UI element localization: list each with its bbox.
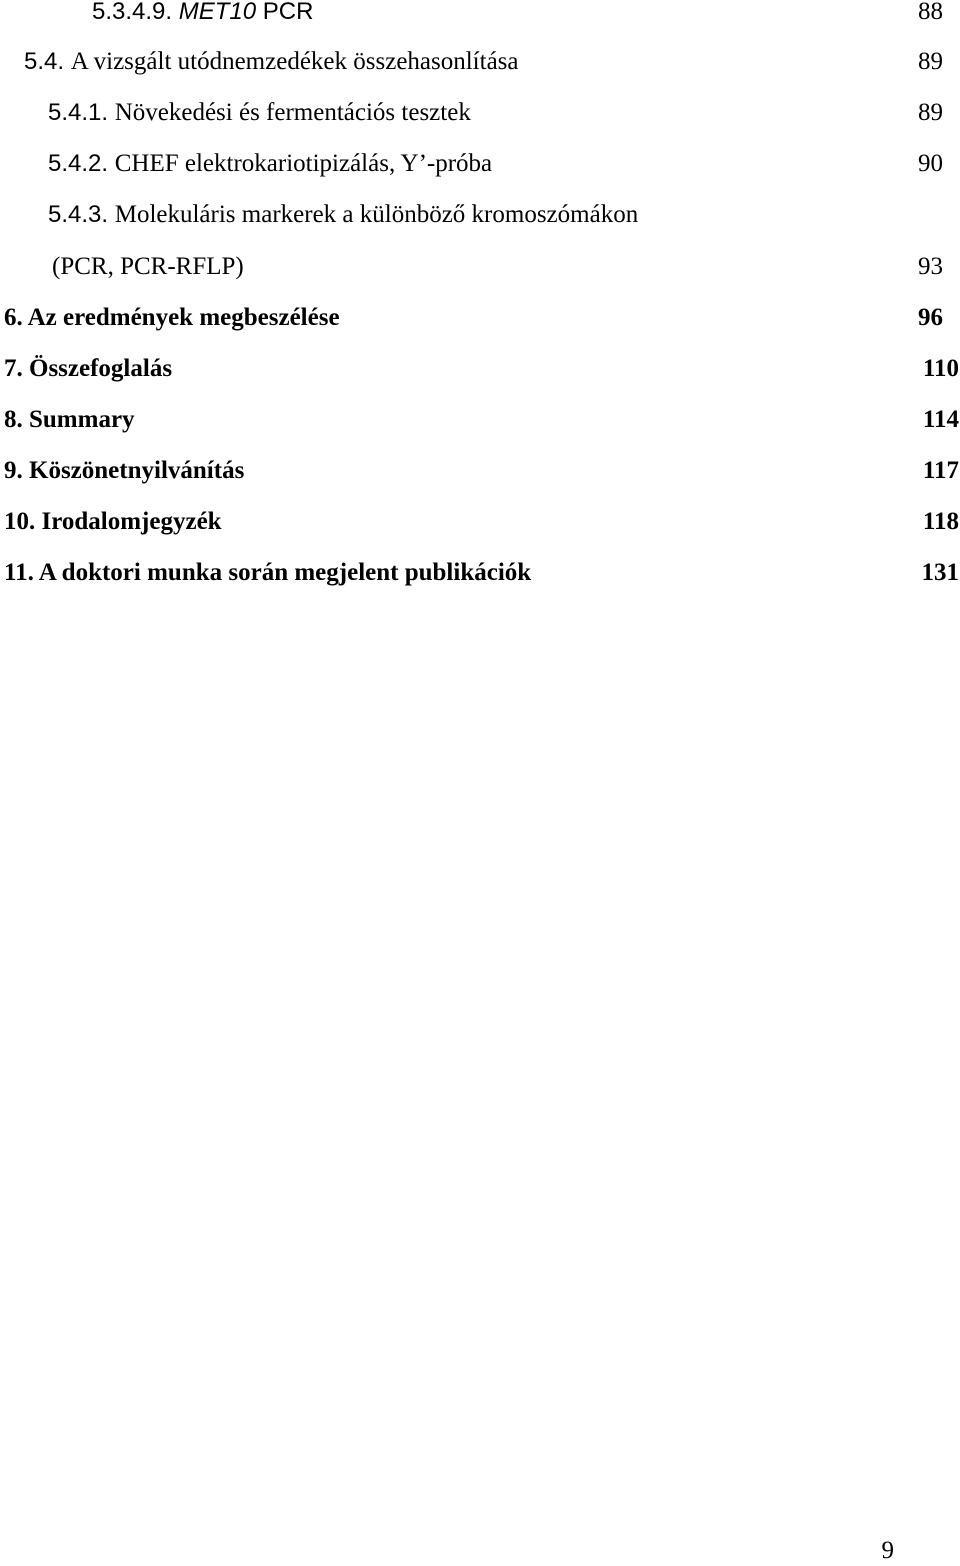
toc-entry-title: Molekuláris markerek a különböző kromoszómákon [114, 201, 639, 228]
toc-entry-number: 5.4. [24, 48, 71, 75]
toc-entry-5-4-3-continuation [52, 252, 244, 282]
toc-entry-5-4-1 [48, 98, 471, 128]
toc-entry-title: CHEF elektrokariotipizálás, Y’-próba [114, 150, 493, 177]
toc-entry-gene-name: MET10 [178, 0, 257, 25]
toc-page-number: 90 [918, 150, 943, 177]
toc-entry-5-3-4-9 [92, 0, 313, 27]
toc-entry-number: 5.4.3. [48, 201, 115, 228]
toc-entry-number: 5.4.1. [48, 99, 115, 126]
toc-page-number: 114 [922, 406, 959, 433]
toc-chapter-9 [4, 456, 244, 486]
toc-chapter-title: 8. Summary [4, 406, 135, 433]
toc-chapter-10 [4, 507, 222, 537]
toc-entry-title: (PCR, PCR-RFLP) [52, 253, 244, 280]
toc-page-number: 88 [918, 0, 943, 25]
toc-chapter-8 [4, 405, 135, 435]
toc-page-number: 93 [918, 253, 943, 280]
toc-chapter-title: 10. Irodalomjegyzék [4, 508, 222, 535]
toc-entry-title: PCR [256, 0, 314, 25]
toc-page-number: 110 [922, 355, 959, 382]
toc-chapter-title: 9. Köszönetnyilvánítás [4, 457, 245, 484]
toc-entry-5-4-2 [48, 149, 492, 179]
toc-page-number: 89 [918, 99, 943, 126]
toc-page-number: 117 [922, 457, 959, 484]
toc-chapter-11 [4, 558, 531, 588]
toc-page-number: 118 [922, 508, 959, 535]
toc-entry-5-4-3 [48, 200, 638, 230]
toc-entry-5-4 [24, 47, 519, 77]
toc-entry-title: A vizsgált utódnemzedékek összehasonlítása [70, 48, 519, 75]
toc-page-number: 131 [921, 559, 959, 586]
toc-chapter-title: 6. Az eredmények megbeszélése [4, 304, 340, 331]
toc-entry-title: Növekedési és fermentációs tesztek [114, 99, 471, 126]
toc-chapter-7 [4, 354, 172, 384]
toc-chapter-title: 11. A doktori munka során megjelent publikációk [4, 559, 532, 586]
toc-entry-number: 5.4.2. [48, 150, 115, 177]
toc-page-number: 89 [918, 48, 943, 75]
footer-page-number: 9 [881, 1537, 894, 1564]
toc-page-number: 96 [918, 304, 943, 331]
toc-chapter-title: 7. Összefoglalás [4, 355, 173, 382]
toc-chapter-6 [4, 303, 340, 333]
toc-entry-number: 5.3.4.9. [92, 0, 179, 25]
